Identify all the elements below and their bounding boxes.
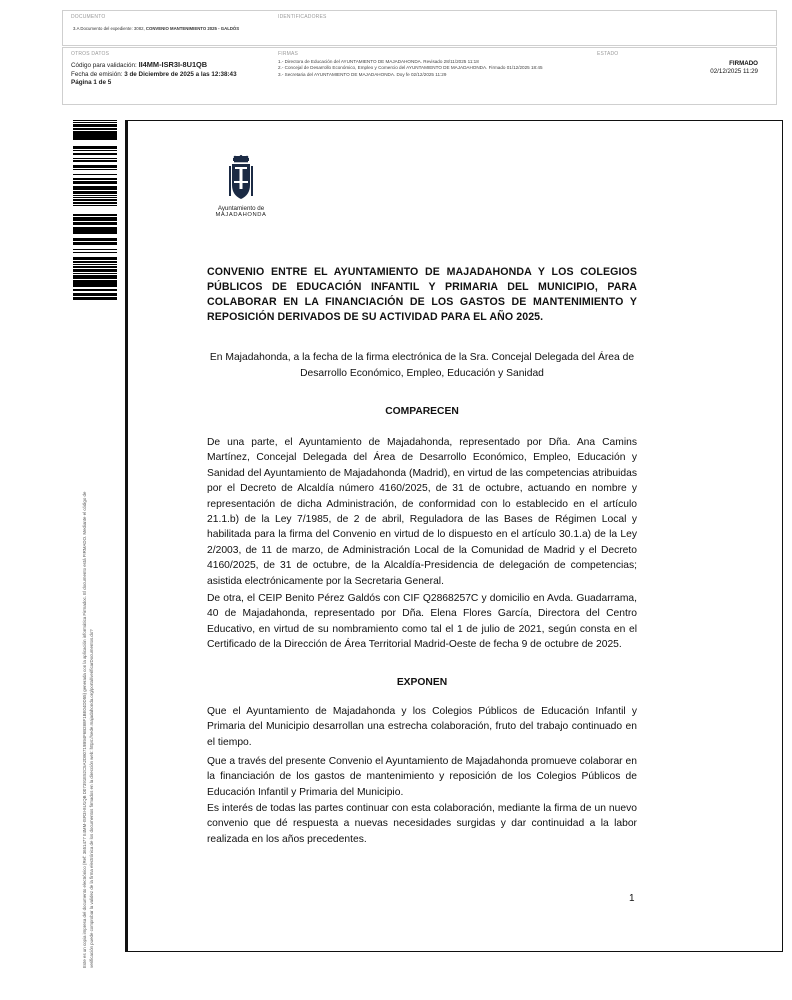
firmas-block xyxy=(278,51,593,78)
paragraph-expose-1: Que el Ayuntamiento de Majadahonda y los Colegios Públicos de Educación Infantil y Primaria del Municipio desarrollan una estrecha colaboración, fruto del trabajo continuado en el tiempo. xyxy=(207,706,637,748)
estado-value-block xyxy=(597,60,772,75)
otros-datos-label: OTROS DATOS xyxy=(71,51,110,57)
section-heading-exponen: EXPONEN xyxy=(396,677,448,688)
documento-label: DOCUMENTO xyxy=(71,14,106,20)
identificadores-block xyxy=(278,14,768,20)
firmas-label: FIRMAS xyxy=(278,51,299,57)
paragraph-party-one: De una parte, el Ayuntamiento de Majadahonda, representado por Dña. Ana Camins Martínez, Concejal Delegada del Área de Desarrollo Económico, Empleo, Educación y Sanidad del Ayuntamiento de Majadahonda (Madrid), en virtud de las competencias atribuidas por el Decreto de Alcaldía número 4160/2025, de 31 de octubre, actuando en nombre y representación de dicha Administración, de conformidad con lo establecido en el artículo 21.1.b) de la Ley 7/1985, de 2 de abril, Reguladora de las Bases de Régimen Local y habilitada para la firma del Convenio en virtud de lo dispuesto en el artículo 30.1.a) de la Ley 2/2003, de 11 de marzo, de Administración Local de la Comunidad de Madrid y el Decreto 4160/2025, de 31 de octubre, de la Alcaldía-Presidencia de delegación de competencias; asistida electrónicamente por la Secretaria General. xyxy=(207,437,637,587)
estado-date: 02/12/2025 11:29 xyxy=(710,67,758,75)
city-logo xyxy=(211,155,271,225)
date-line: En Majadahonda, a la fecha de la firma electrónica de la Sra. Concejal Delegada del Área de Desarrollo Económico, Empleo, Educación y Sanidad xyxy=(209,352,635,379)
logo-line-2: MAJADAHONDA xyxy=(215,212,267,218)
validation-code: II4MM-ISR3I-8U1QB xyxy=(138,60,208,69)
identificadores-label: IDENTIFICADORES xyxy=(278,14,327,20)
paragraph-expose-3: Es interés de todas las partes continuar con esta colaboración, mediante la firma de un nuevo convenio que dé respuesta a nuevas necesidades surgidas y dar continuidad a la labor realizada en los años precedentes. xyxy=(207,803,637,845)
agreement-title: CONVENIO ENTRE EL AYUNTAMIENTO DE MAJADAHONDA Y LOS COLEGIOS PÚBLICOS DE EDUCACIÓN INFANTIL Y PRIMARIA DEL MUNICIPIO, PARA COLABORAR EN LA FINANCIACIÓN DE LOS GASTOS DE MANTENIMIENTO Y REPOSICIÓN DERIVADOS DE SU ACTIVIDAD PARA EL AÑO 2025. xyxy=(207,266,637,323)
documento-title: 3.A Documento del expediente: 3082, CONVENIO MANTENIMIENTO 2025 - GALDÓS xyxy=(73,26,240,31)
document-header xyxy=(62,10,777,46)
signature-header xyxy=(62,47,777,105)
emission-date-line: Fecha de emisión: 3 de Diciembre de 2025 a las 12:38:43 xyxy=(71,70,237,78)
estado-status: FIRMADO xyxy=(729,60,758,67)
section-heading-comparecen: COMPARECEN xyxy=(385,406,459,417)
page-count: Página 1 de 5 xyxy=(71,79,112,86)
page-number: 1 xyxy=(629,893,635,904)
estado-block xyxy=(597,51,772,75)
otros-datos-block xyxy=(71,51,271,88)
emission-date: 3 de Diciembre de 2025 a las 12:38:43 xyxy=(124,70,237,78)
barcode-icon xyxy=(73,120,117,300)
firma-entry: 2.- Concejal de Desarrollo Económico, Empleo y Comercio del AYUNTAMIENTO DE MAJADAHONDA. Firmado 01/12/2025 18:45 xyxy=(278,65,543,71)
verification-side-text: verificación puede comprobar la validez de la firma electrónica de los documentos firmados en la dirección web: https://sede.majadahonda.org/portal/verificarDocumentos.do? xyxy=(89,629,94,968)
paragraph-party-two: De otra, el CEIP Benito Pérez Galdós con CIF Q2868257C y domicilio en Avda. Guadarrama, 40 de Majadahonda, representado por Dña. Elena Flores García, Directora del Centro Educativo, en virtud de su nombramiento como tal el 1 de julio de 2021, según consta en el Certificado de la Dirección de Área Territorial Madrid-Oeste de fecha 9 de octubre de 2025. xyxy=(207,593,637,651)
paragraph-expose-2: Que a través del presente Convenio el Ayuntamiento de Majadahonda promueve colaborar en la financiación de los gastos de mantenimiento y reposición de los Colegios Públicos de Educación Infantil y Primaria del Municipio. xyxy=(207,756,637,798)
city-crest-icon xyxy=(226,155,256,205)
logo-line-1: Ayuntamiento de xyxy=(217,205,265,212)
documento-block xyxy=(71,14,276,32)
validation-code-line: Código para validación: II4MM-ISR3I-8U1QB xyxy=(71,60,208,69)
verification-side-text: Este es un copia impresa del documento electrónico (Ref: 3651477 II4MM-ISR3I-8U1QB D07391E52C5A2D80719B94F6B288F1BE04DD55) generada con la aplicación informática Firmadoc. El documento está FIRMADO. Mediante el código de xyxy=(82,491,87,968)
firma-entry: 3.- Secretaria del AYUNTAMIENTO DE MAJADAHONDA. Doy fe 02/12/2025 11:29 xyxy=(278,71,447,77)
firma-entry: 1.- Directora de Educación del AYUNTAMIENTO DE MAJADAHONDA. Revisado 28/11/2025 11:18 xyxy=(278,59,479,64)
estado-label: ESTADO xyxy=(597,51,619,57)
